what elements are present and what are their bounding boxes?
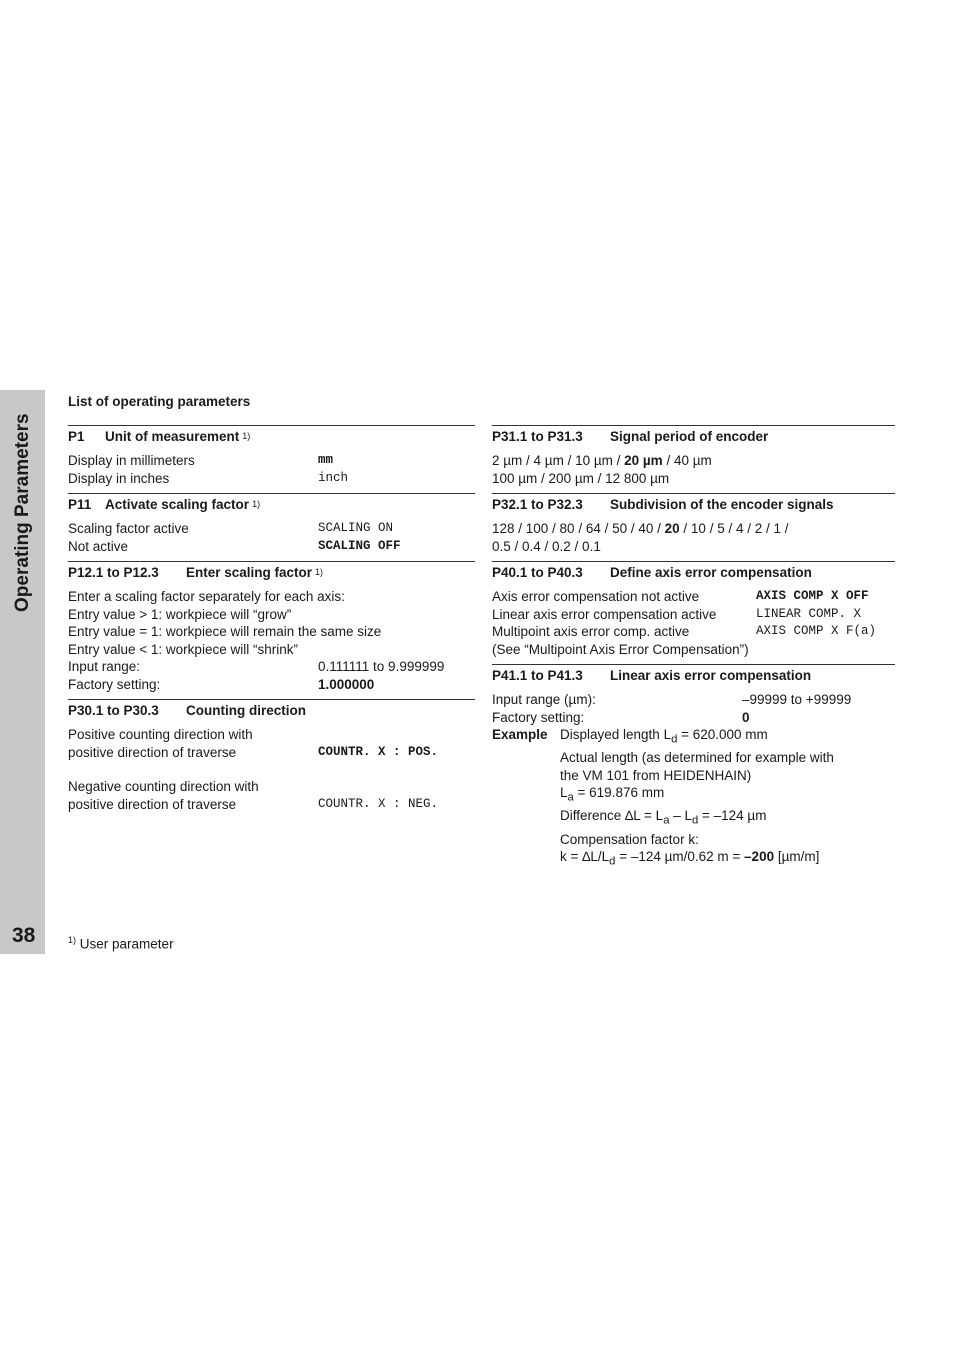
example-line: Difference $\Delta L = L_a - L_d = -124$ µm <box>560 808 767 828</box>
footnote-text: User parameter <box>79 936 174 952</box>
footnote <box>68 935 174 952</box>
factory-setting-value: 0 <box>742 709 750 725</box>
param-code: P30.1 to P30.3 <box>68 703 159 718</box>
option-label: Scaling factor active <box>68 521 189 536</box>
text-line: Enter a scaling factor separately for each axis: <box>68 589 345 604</box>
text-line: 100 µm / 200 µm / 12 800 µm <box>492 470 670 486</box>
footnote-mark: 1) <box>252 499 261 509</box>
param-code: P11 <box>68 497 92 512</box>
left-column <box>68 425 475 819</box>
option-row <box>68 538 475 556</box>
option-value: inch <box>318 470 349 485</box>
option-value: AXIS COMP X F(a) <box>756 624 877 638</box>
param-title: Signal period of encoder <box>610 429 769 444</box>
right-column <box>492 425 895 877</box>
option-row <box>68 520 475 538</box>
param-code: P1 <box>68 429 85 444</box>
param-code: P41.1 to P41.3 <box>492 668 583 683</box>
example-line: Compensation factor k: <box>560 831 699 847</box>
text-line: 128 / 100 / 80 / 64 / 50 / 40 / 20 / 10 / 5 / 4 / 2 / 1 / <box>492 521 789 536</box>
param-title: Linear axis error compensation <box>610 668 812 683</box>
option-value: LINEAR COMP. X <box>756 606 862 621</box>
param-p40 <box>492 561 895 658</box>
option-row <box>68 470 475 488</box>
input-range-value: 0.111111 to 9.999999 <box>318 659 445 674</box>
example-block <box>492 726 895 871</box>
option-label: Linear axis error compensation active <box>492 606 717 622</box>
param-p31 <box>492 425 895 487</box>
param-p11 <box>68 493 475 555</box>
param-code: P32.1 to P32.3 <box>492 497 583 512</box>
text-line: Entry value = 1: workpiece will remain the same size <box>68 624 382 639</box>
option-row <box>492 606 895 624</box>
param-heading <box>68 496 475 513</box>
param-p1 <box>68 425 475 487</box>
text-line: (See “Multipoint Axis Error Compensation”) <box>492 641 749 657</box>
footnote-mark: 1) <box>68 935 77 945</box>
footnote-mark: 1) <box>315 567 324 577</box>
example-label: Example <box>492 727 548 742</box>
text-line: Entry value < 1: workpiece will “shrink” <box>68 641 298 657</box>
example-line: the VM 101 from HEIDENHAIN) <box>560 767 752 783</box>
option-label: positive direction of traverse <box>68 744 237 760</box>
example-line: Actual length (as determined for example with <box>560 750 834 766</box>
param-code: P40.1 to P40.3 <box>492 565 583 580</box>
option-value: SCALING OFF <box>318 538 401 553</box>
option-label: Display in inches <box>68 470 170 486</box>
param-heading <box>492 564 895 581</box>
text-line: 2 µm / 4 µm / 10 µm / 20 µm / 40 µm <box>492 453 712 468</box>
option-row <box>68 452 475 470</box>
option-label: Axis error compensation not active <box>492 589 700 604</box>
param-p32 <box>492 493 895 555</box>
example-line: $L_a = 619.876$ mm <box>560 785 665 804</box>
text-line: Entry value > 1: workpiece will “grow” <box>68 606 292 622</box>
option-value: mm <box>318 453 334 467</box>
param-p30 <box>68 699 475 813</box>
input-range-label: Input range (µm): <box>492 692 596 707</box>
factory-setting-label: Factory setting: <box>492 709 585 725</box>
param-heading <box>68 428 475 445</box>
param-title: Enter scaling factor <box>186 565 313 580</box>
text-line: Positive counting direction with <box>68 727 253 742</box>
factory-setting-row <box>492 709 895 727</box>
param-title: Activate scaling factor <box>105 497 250 512</box>
param-p41 <box>492 664 895 871</box>
option-value: AXIS COMP X OFF <box>756 589 869 603</box>
param-heading <box>68 702 475 719</box>
example-line: Displayed length $L_d = 620.000$ mm <box>560 727 768 746</box>
option-label: Display in millimeters <box>68 453 195 468</box>
param-code: P12.1 to P12.3 <box>68 565 159 580</box>
page-number: 38 <box>12 924 36 947</box>
option-row <box>492 588 895 606</box>
param-heading <box>492 496 895 513</box>
option-row <box>68 796 475 814</box>
factory-setting-value: 1.000000 <box>318 676 375 692</box>
option-label: Multipoint axis error comp. active <box>492 624 690 639</box>
input-range-value: –99999 to +99999 <box>742 692 852 707</box>
option-label: positive direction of traverse <box>68 796 237 812</box>
param-code: P31.1 to P31.3 <box>492 429 583 444</box>
input-range-row <box>492 691 895 709</box>
option-value: COUNTR. X : POS. <box>318 744 439 759</box>
option-row <box>68 744 475 762</box>
param-title: Subdivision of the encoder signals <box>610 497 834 512</box>
example-line: $k = \Delta L/L_d = -124$ µm/0.62 m = –200 [µm/m] <box>560 849 820 868</box>
input-range-label: Input range: <box>68 659 141 674</box>
option-value: SCALING ON <box>318 521 394 535</box>
option-row <box>492 623 895 641</box>
example-body <box>560 726 870 871</box>
factory-setting-label: Factory setting: <box>68 676 161 692</box>
param-heading <box>492 667 895 684</box>
footnote-mark: 1) <box>242 431 251 441</box>
text-line: 0.5 / 0.4 / 0.2 / 0.1 <box>492 538 601 554</box>
option-label: Not active <box>68 538 129 554</box>
factory-setting-row <box>68 676 475 694</box>
option-value: COUNTR. X : NEG. <box>318 796 439 811</box>
input-range-row <box>68 658 475 676</box>
param-heading <box>492 428 895 445</box>
param-title: Unit of measurement <box>105 429 240 444</box>
param-p12 <box>68 561 475 693</box>
param-heading <box>68 564 475 581</box>
text-line: Negative counting direction with <box>68 779 259 794</box>
param-title: Counting direction <box>186 703 306 718</box>
param-title: Define axis error compensation <box>610 565 812 580</box>
list-title: List of operating parameters <box>68 394 251 409</box>
chapter-title: Operating Parameters <box>12 413 33 612</box>
